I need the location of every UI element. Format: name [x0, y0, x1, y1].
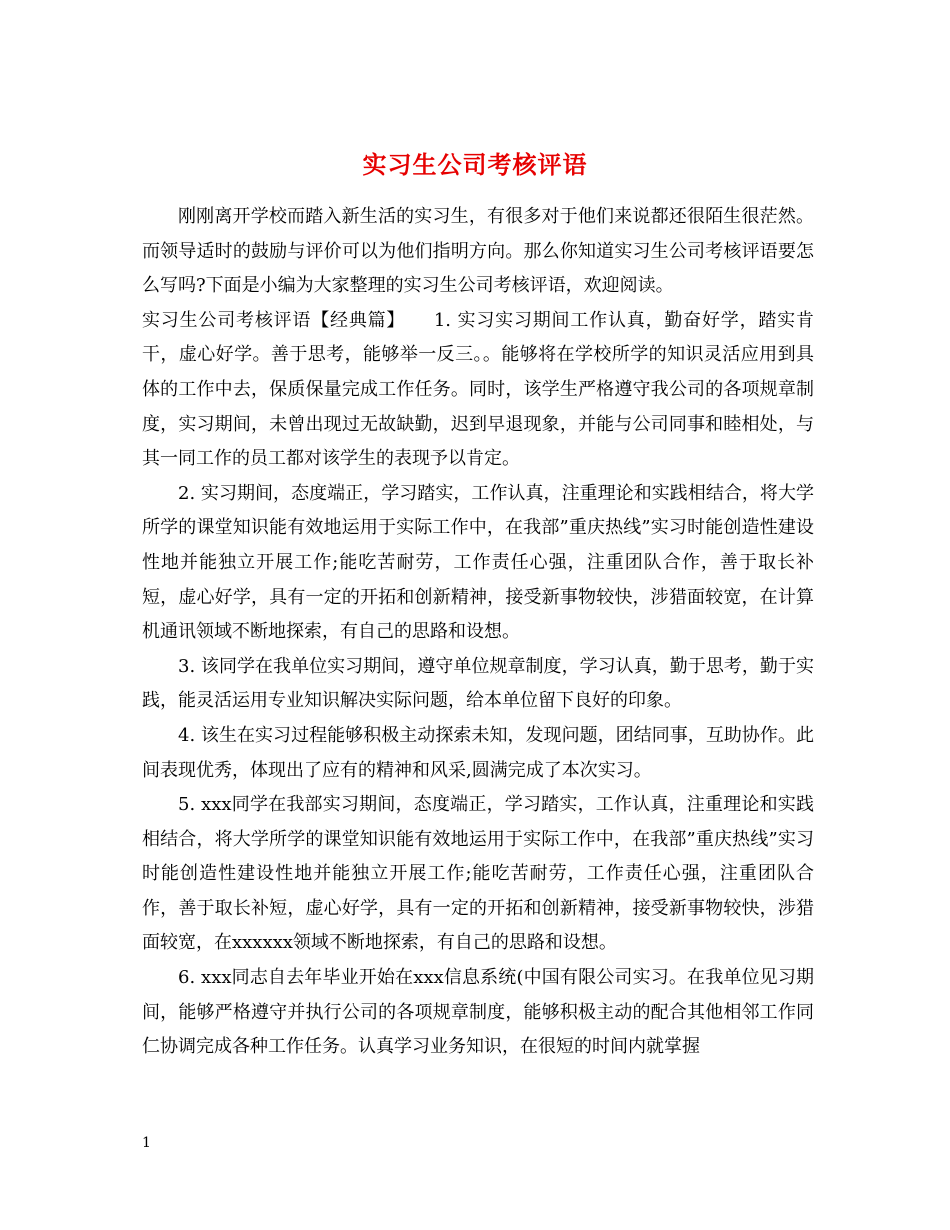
document-body [142, 200, 814, 1065]
paragraph-item-1: 实习生公司考核评语【经典篇】 1. 实习实习期间工作认真，勤奋好学，踏实肯干，虚心好学。善于思考，能够举一反三。。能够将在学校所学的知识灵活应用到具体的工作中去，保质保量完成工作任务。同时，该学生严格遵守我公司的各项规章制度，实习期间，未曾出现过无故缺勤，迟到早退现象，并能与公司同事和睦相处，与其一同工作的员工都对该学生的表现予以肯定。 [142, 309, 814, 470]
page-number: 1 [142, 1135, 151, 1151]
document-title: 实习生公司考核评语 [362, 150, 588, 180]
paragraph-item-6: 6. xxx同志自去年毕业开始在xxx信息系统(中国有限公司实习。在我单位见习期间，能够严格遵守并执行公司的各项规章制度，能够积极主动的配合其他相邻工作同仁协调完成各种工作任务。认真学习业务知识，在很短的时间内就掌握 [142, 967, 814, 1058]
paragraph-item-5: 5. xxx同学在我部实习期间，态度端正，学习踏实，工作认真，注重理论和实践相结合，将大学所学的课堂知识能有效地运用于实际工作中，在我部”重庆热线”实习时能创造性建设性地并能独立开展工作;能吃苦耐劳，工作责任心强，注重团队合作，善于取长补短，虚心好学，具有一定的开拓和创新精神，接受新事物较快，涉猎面较宽，在xxxxxx领域不断地探索，有自己的思路和设想。 [142, 794, 814, 954]
paragraph-intro: 刚刚离开学校而踏入新生活的实习生，有很多对于他们来说都还很陌生很茫然。而领导适时的鼓励与评价可以为他们指明方向。那么你知道实习生公司考核评语要怎么写吗?下面是小编为大家整理的实习生公司考核评语，欢迎阅读。 [142, 206, 814, 297]
paragraph-item-3: 3. 该同学在我单位实习期间，遵守单位规章制度，学习认真，勤于思考，勤于实践，能灵活运用专业知识解决实际问题，给本单位留下良好的印象。 [142, 655, 814, 712]
paragraph-item-4: 4. 该生在实习过程能够积极主动探索未知，发现问题，团结同事，互助协作。此间表现优秀，体现出了应有的精神和风采,圆满完成了本次实习。 [142, 724, 814, 781]
paragraph-item-2: 2. 实习期间，态度端正，学习踏实，工作认真，注重理论和实践相结合，将大学所学的课堂知识能有效地运用于实际工作中，在我部”重庆热线”实习时能创造性建设性地并能独立开展工作;能吃苦耐劳，工作责任心强，注重团队合作，善于取长补短，虚心好学，具有一定的开拓和创新精神，接受新事物较快，涉猎面较宽，在计算机通讯领域不断地探索，有自己的思路和设想。 [142, 482, 814, 643]
